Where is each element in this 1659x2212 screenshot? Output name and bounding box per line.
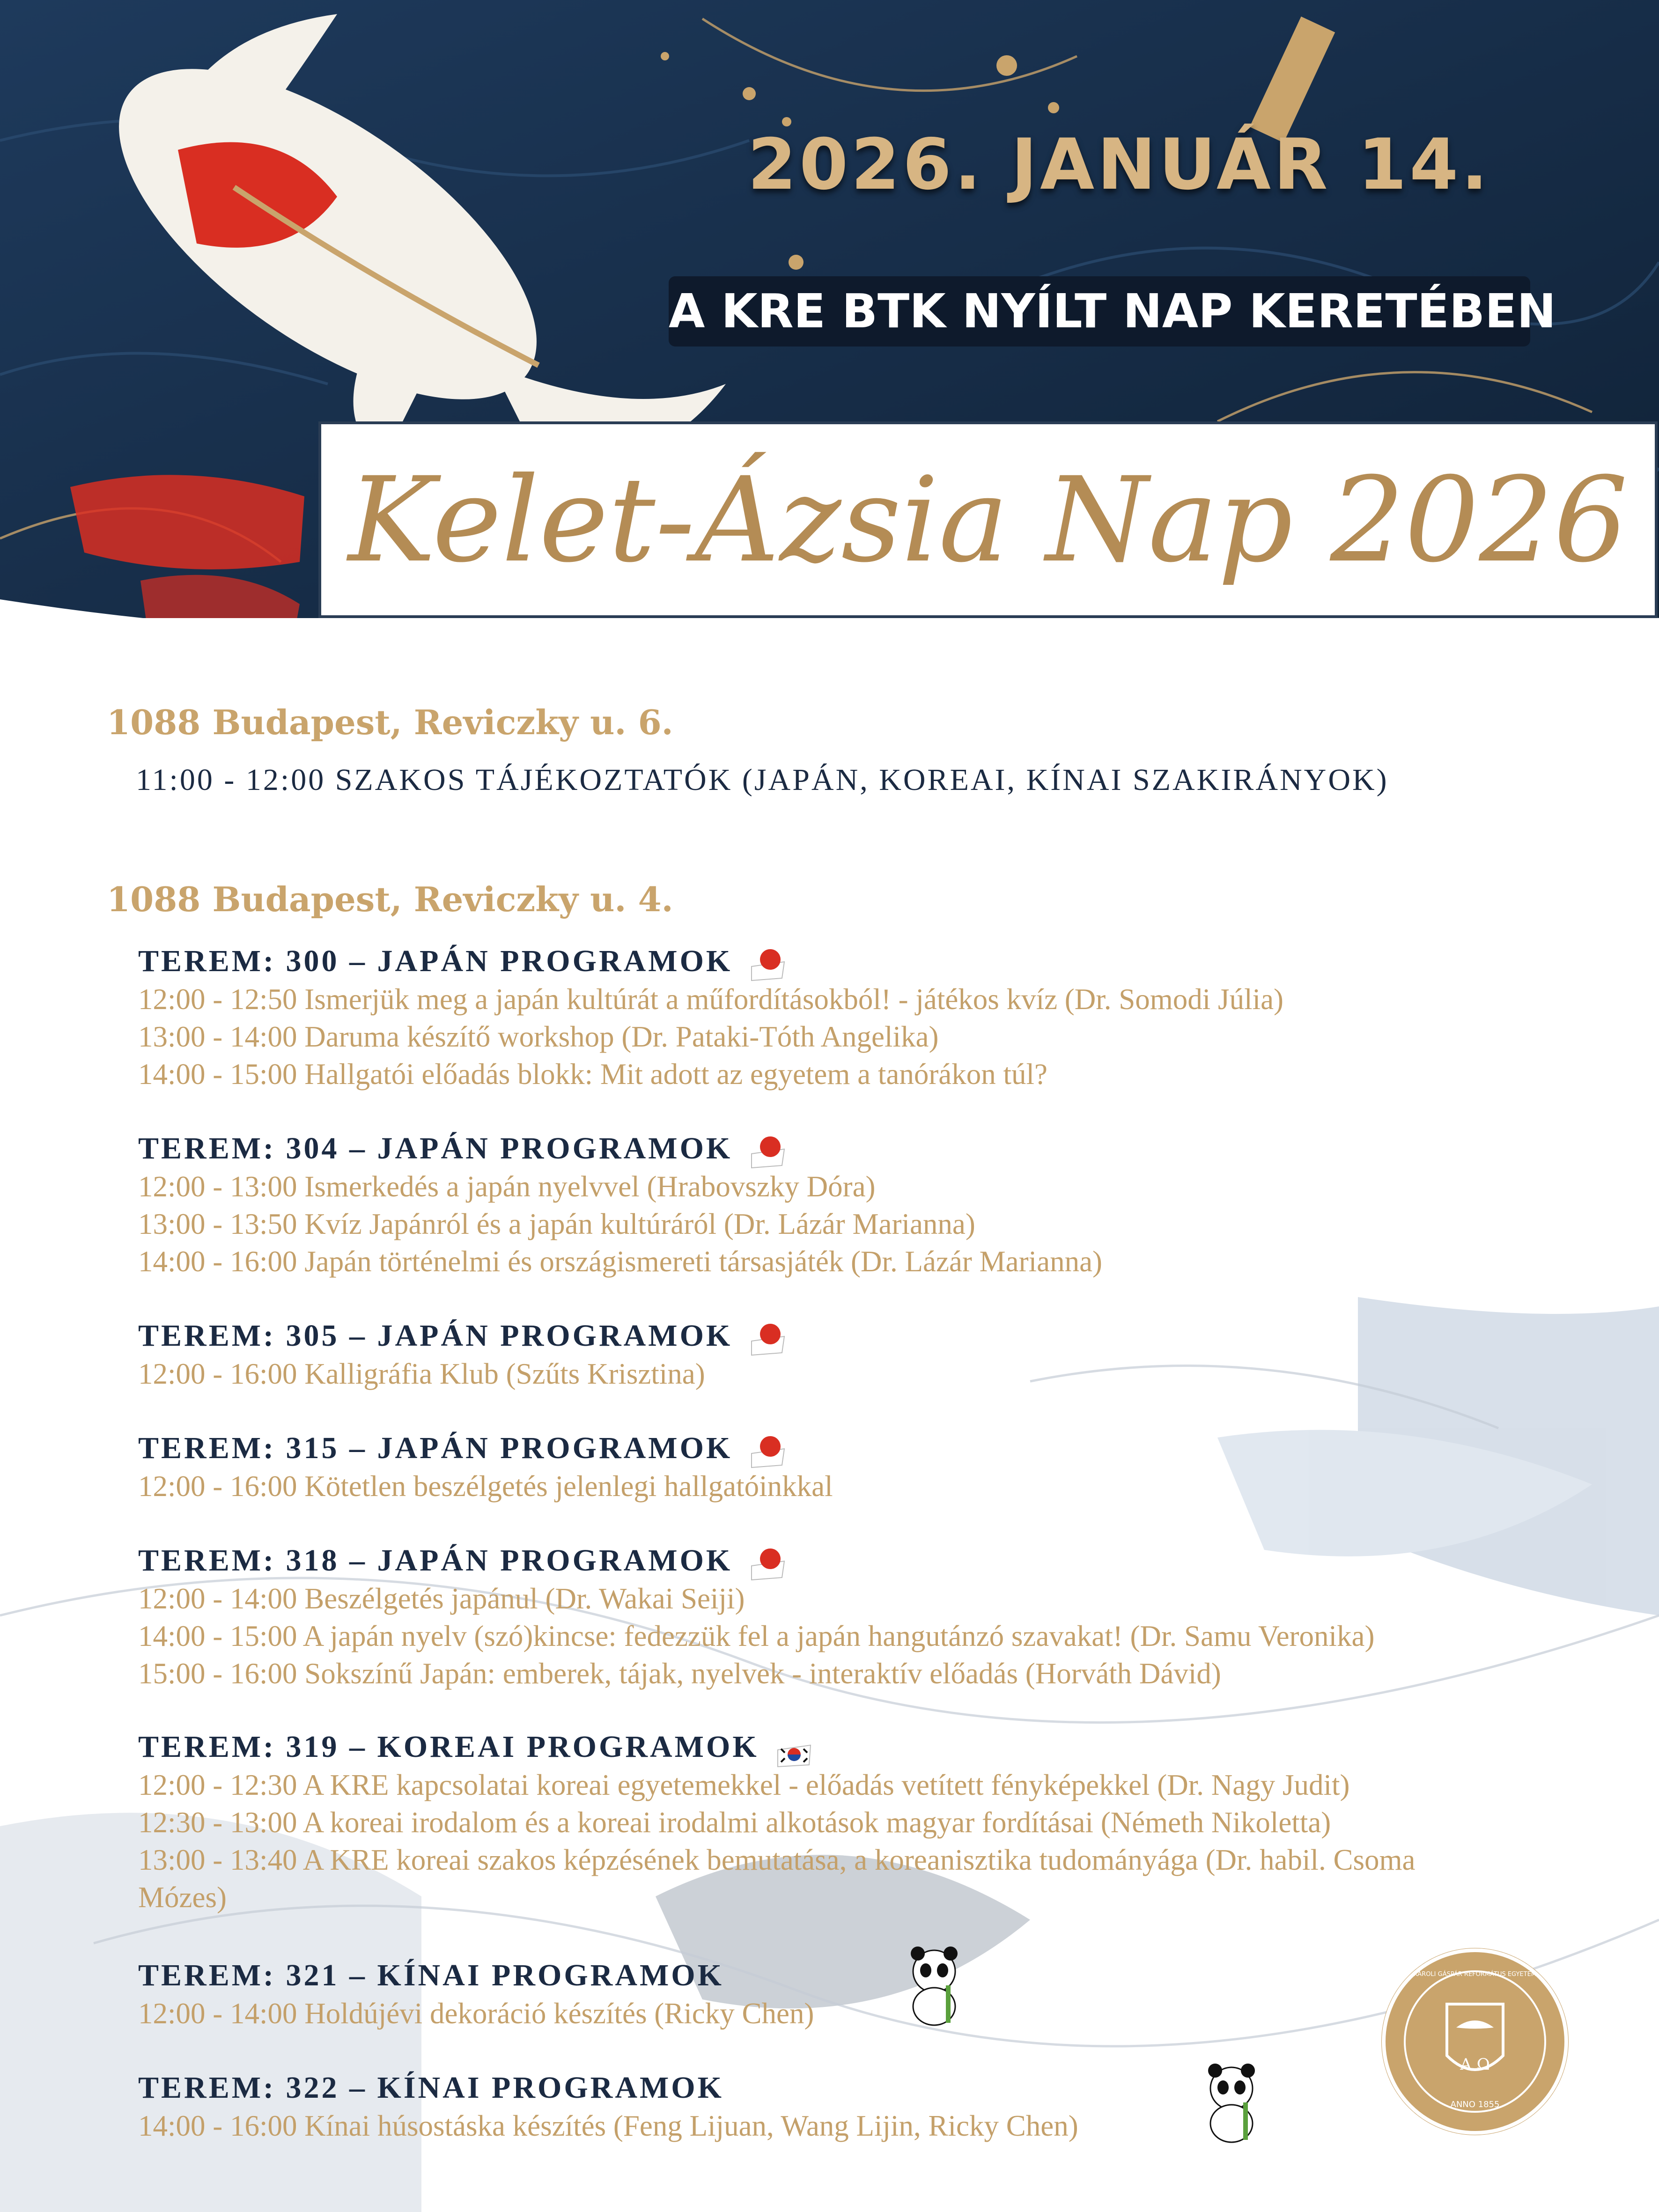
japan-flag-icon xyxy=(749,1320,787,1357)
event-subtitle: A KRE BTK NYÍLT NAP KERETÉBEN xyxy=(669,276,1530,347)
program-item: 14:00 - 16:00 Kínai húsostáska készítés (Feng Lijuan, Wang Lijin, Ricky Chen) xyxy=(138,2109,1078,2142)
program-item: 12:00 - 14:00 Holdújévi dekoráció készítés (Ricky Chen) xyxy=(138,1997,814,2030)
japan-flag-icon xyxy=(749,1545,787,1582)
room-heading xyxy=(138,1129,1590,1168)
room-322 xyxy=(138,2069,1590,2145)
korea-flag-icon xyxy=(775,1731,813,1769)
program-item: 12:00 - 16:00 Kalligráfia Klub (Szűts Krisztina) xyxy=(138,1357,705,1390)
japan-flag-icon xyxy=(749,1133,787,1170)
room-heading-text: TEREM: 315 – JAPÁN PROGRAMOK xyxy=(138,1431,733,1465)
room-heading-text: TEREM: 322 – KÍNAI PROGRAMOK xyxy=(138,2071,724,2105)
title-box xyxy=(318,421,1658,618)
header-banner xyxy=(0,0,1659,693)
room-315 xyxy=(138,1429,1590,1505)
venue-address-2: 1088 Budapest, Reviczky u. 4. xyxy=(107,879,673,919)
room-heading-text: TEREM: 319 – KOREAI PROGRAMOK xyxy=(138,1730,759,1764)
japan-flag-icon xyxy=(749,945,787,983)
orientation-session: 11:00 - 12:00 SZAKOS TÁJÉKOZTATÓK (JAPÁN, KOREAI, KÍNAI SZAKIRÁNYOK) xyxy=(136,763,1389,797)
program-item: 13:00 - 13:40 A KRE koreai szakos képzésének bemutatása, a koreanisztika tudományága (Dr. habil. Csoma Mózes) xyxy=(138,1843,1416,1914)
event-date: 2026. JANUÁR 14. xyxy=(747,124,1491,206)
program-item: 14:00 - 15:00 Hallgatói előadás blokk: Mit adott az egyetem a tanórákon túl? xyxy=(138,1058,1047,1091)
room-heading-text: TEREM: 300 – JAPÁN PROGRAMOK xyxy=(138,944,733,978)
seal-name: KÁROLI GÁSPÁR REFORMÁTUS EGYETEM xyxy=(1413,1971,1537,1978)
program-item: 12:30 - 13:00 A koreai irodalom és a koreai irodalmi alkotások magyar fordításai (Németh Nikoletta) xyxy=(138,1806,1331,1839)
program-item: 12:00 - 13:00 Ismerkedés a japán nyelvvel (Hrabovszky Dóra) xyxy=(138,1170,876,1203)
room-321 xyxy=(138,1956,1590,2032)
room-heading-text: TEREM: 321 – KÍNAI PROGRAMOK xyxy=(138,1958,724,1992)
room-heading xyxy=(138,1429,1590,1467)
panda-icon xyxy=(901,1943,967,2028)
program-item: 12:00 - 12:50 Ismerjük meg a japán kultúrát a műfordításokból! - játékos kvíz (Dr. Somodi Júlia) xyxy=(138,983,1284,1016)
program-item: 12:00 - 16:00 Kötetlen beszélgetés jelenlegi hallgatóinkkal xyxy=(138,1470,833,1503)
room-heading xyxy=(138,1541,1590,1580)
room-300 xyxy=(138,942,1590,1093)
program-item: 14:00 - 16:00 Japán történelmi és országismereti társasjáték (Dr. Lázár Marianna) xyxy=(138,1245,1103,1278)
room-318 xyxy=(138,1541,1590,1692)
panda-icon xyxy=(1199,2060,1264,2145)
room-305 xyxy=(138,1317,1590,1393)
room-heading-text: TEREM: 304 – JAPÁN PROGRAMOK xyxy=(138,1131,733,1165)
room-heading xyxy=(138,1317,1590,1355)
room-heading-text: TEREM: 305 – JAPÁN PROGRAMOK xyxy=(138,1319,733,1353)
program-item: 13:00 - 13:50 Kvíz Japánról és a japán kultúráról (Dr. Lázár Marianna) xyxy=(138,1208,975,1240)
event-title: Kelet-Ázsia Nap 2026 xyxy=(348,452,1628,588)
room-heading xyxy=(138,942,1590,981)
seal-year: ANNO 1855 xyxy=(1450,2100,1500,2109)
venue-address-1: 1088 Budapest, Reviczky u. 6. xyxy=(107,702,673,742)
room-heading xyxy=(138,1956,1590,1995)
university-seal-icon xyxy=(1381,1948,1569,2135)
program-item: 12:00 - 12:30 A KRE kapcsolatai koreai egyetemekkel - előadás vetített fényképekkel (Dr. Nagy Judit) xyxy=(138,1769,1350,1801)
room-304 xyxy=(138,1129,1590,1280)
room-heading xyxy=(138,2069,1590,2107)
seal-letters: Α Ω xyxy=(1460,2055,1490,2074)
program-item: 13:00 - 14:00 Daruma készítő workshop (Dr. Pataki-Tóth Angelika) xyxy=(138,1020,939,1053)
room-heading xyxy=(138,1728,1590,1766)
program-item: 12:00 - 14:00 Beszélgetés japánul (Dr. Wakai Seiji) xyxy=(138,1582,745,1615)
room-heading-text: TEREM: 318 – JAPÁN PROGRAMOK xyxy=(138,1543,733,1578)
program-item: 15:00 - 16:00 Sokszínű Japán: emberek, tájak, nyelvek - interaktív előadás (Horváth Dávid) xyxy=(138,1657,1221,1690)
program-item: 14:00 - 15:00 A japán nyelv (szó)kincse: fedezzük fel a japán hangutánzó szavakat! (Dr. Samu Veronika) xyxy=(138,1620,1375,1652)
japan-flag-icon xyxy=(749,1432,787,1470)
room-319 xyxy=(138,1728,1590,1916)
